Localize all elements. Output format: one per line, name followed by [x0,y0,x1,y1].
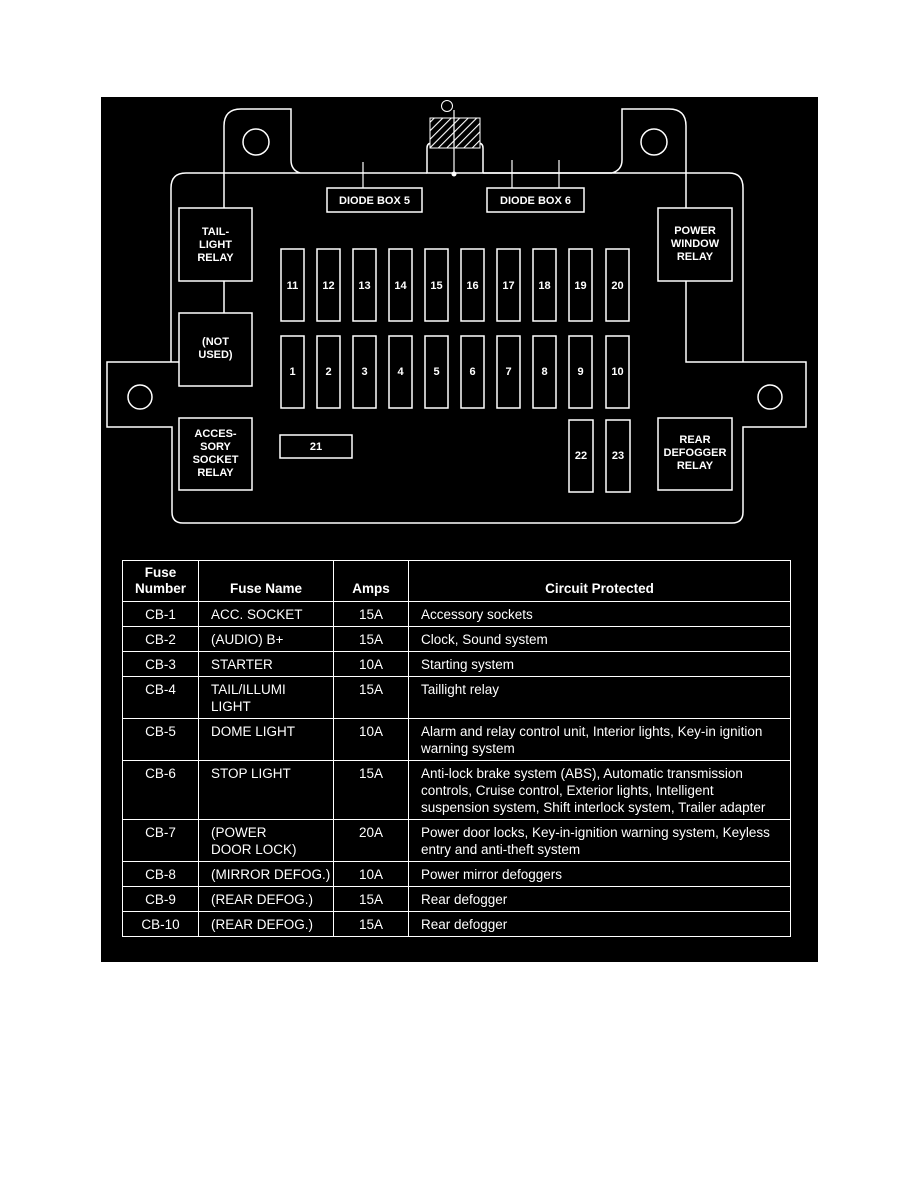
rear-defogger-relay-line-2: DEFOGGER [663,447,727,459]
fuse-22-label: 22 [574,450,588,462]
fuse-14-label: 14 [394,280,407,292]
power-window-relay [658,208,732,281]
fuse-20-label: 20 [611,280,624,292]
fuse-14 [389,249,412,321]
table-row [123,602,791,627]
fuse-12 [317,249,340,321]
diode-box-5-label: DIODE BOX 5 [339,195,410,207]
fuse-name-cell: (AUDIO) B+ [199,627,334,652]
fuse-15-label: 15 [430,280,443,292]
accessory-socket-relay-line-3: SOCKET [192,454,239,466]
amps-cell: 15A [334,602,409,627]
connector-pointer-dot [452,172,457,177]
fuse-4-label: 4 [397,366,404,378]
fuse-3 [353,336,376,408]
fuse-17-label: 17 [502,280,515,292]
fuse-16-label: 16 [466,280,479,292]
connector-plug [430,118,480,148]
header-circuit-protected: Circuit Protected [409,561,791,602]
amps-cell: 10A [334,719,409,761]
header-amps: Amps [334,561,409,602]
fuse-6 [461,336,484,408]
mounting-hole-top-right [641,129,667,155]
tail-light-relay [179,208,252,281]
header-fuse-number: Fuse Number [123,561,199,602]
accessory-socket-relay-line-4: RELAY [197,467,234,479]
amps-cell: 10A [334,862,409,887]
fuse-table [122,560,791,937]
diode-box-5 [327,188,422,212]
power-window-relay-line-3: RELAY [676,251,714,263]
fuse-4 [389,336,412,408]
fuse-5 [425,336,448,408]
table-row [123,719,791,761]
accessory-socket-relay [179,418,252,490]
table-row [123,862,791,887]
fuse-20 [606,249,629,321]
fuse-9-label: 9 [577,366,584,378]
table-row [123,677,791,719]
circuit-cell: Clock, Sound system [409,627,791,652]
circuit-cell: Taillight relay [409,677,791,719]
fuse-1-label: 1 [289,366,296,378]
not-used-relay [179,313,252,386]
table-row [123,887,791,912]
fuse-name-cell: TAIL/ILLUMI LIGHT [199,677,334,719]
fuse-row-bottom [281,336,629,408]
circuit-cell: Starting system [409,652,791,677]
fuse-8-label: 8 [541,366,548,378]
connector-label-icon [442,101,453,112]
table-header-row [123,561,791,602]
fuse-22 [569,420,593,492]
fuse-23-label: 23 [611,450,625,462]
circuit-cell: Rear defogger [409,887,791,912]
fuse-9 [569,336,592,408]
accessory-socket-relay-line-2: SORY [200,441,231,453]
fuse-15 [425,249,448,321]
fuse-18 [533,249,556,321]
fuse-12-label: 12 [322,280,335,292]
fuse-7-label: 7 [505,366,512,378]
fuse-2 [317,336,340,408]
fuse-number-cell: CB-6 [123,761,199,820]
mounting-hole-right [758,385,782,409]
fuse-number-cell: CB-2 [123,627,199,652]
fuse-8 [533,336,556,408]
amps-cell: 15A [334,761,409,820]
fuse-3-label: 3 [361,366,368,378]
fuse-21-label: 21 [309,441,323,453]
tail-light-relay-line-1: TAIL- [201,226,230,238]
mounting-hole-top-left [243,129,269,155]
fuse-number-cell: CB-4 [123,677,199,719]
amps-cell: 15A [334,677,409,719]
table-row [123,627,791,652]
table-row [123,761,791,820]
fuse-box-diagram [0,0,918,560]
diode-box-6 [487,188,584,212]
amps-cell: 10A [334,652,409,677]
fuse-name-cell: (REAR DEFOG.) [199,912,334,937]
fuse-number-cell: CB-10 [123,912,199,937]
amps-cell: 15A [334,912,409,937]
fuse-name-cell: ACC. SOCKET [199,602,334,627]
fuse-name-cell: (MIRROR DEFOG.) [199,862,334,887]
fuse-19-label: 19 [574,280,587,292]
power-window-relay-line-1: POWER [674,225,716,237]
tail-light-relay-line-3: RELAY [197,252,234,264]
fuse-name-cell: (REAR DEFOG.) [199,887,334,912]
not-used-relay-line-1: (NOT [202,336,229,348]
table-row [123,652,791,677]
fuse-row-top [281,249,629,321]
fuse-11 [281,249,304,321]
fuse-13 [353,249,376,321]
fuse-23 [606,420,630,492]
fuse-number-cell: CB-3 [123,652,199,677]
fuse-21 [280,435,352,458]
rear-defogger-relay [658,418,732,490]
fuse-19 [569,249,592,321]
circuit-cell: Accessory sockets [409,602,791,627]
fuse-number-cell: CB-1 [123,602,199,627]
fuse-17 [497,249,520,321]
fuse-number-cell: CB-9 [123,887,199,912]
fuse-name-cell: DOME LIGHT [199,719,334,761]
tail-light-relay-line-2: LIGHT [199,239,232,251]
table-row [123,912,791,937]
amps-cell: 15A [334,887,409,912]
fuse-10-label: 10 [611,366,624,378]
fuse-name-cell: STOP LIGHT [199,761,334,820]
mounting-hole-left [128,385,152,409]
fuse-number-cell: CB-8 [123,862,199,887]
fuse-11-label: 11 [286,280,299,292]
fuse-2-label: 2 [325,366,332,378]
power-window-relay-line-2: WINDOW [670,238,720,250]
fuse-name-cell: STARTER [199,652,334,677]
circuit-cell: Alarm and relay control unit, Interior lights, Key-in ignition warning system [409,719,791,761]
header-fuse-name: Fuse Name [199,561,334,602]
fuse-1 [281,336,304,408]
accessory-socket-relay-line-1: ACCES- [194,428,237,440]
fuse-18-label: 18 [538,280,551,292]
table-row [123,820,791,862]
amps-cell: 15A [334,627,409,652]
fuse-10 [606,336,629,408]
diode-box-6-label: DIODE BOX 6 [500,195,571,207]
amps-cell: 20A [334,820,409,862]
circuit-cell: Anti-lock brake system (ABS), Automatic transmission controls, Cruise control, Exterior lights, Intelligent suspension system, Shift interlock system, Trailer adapter [409,761,791,820]
not-used-relay-line-2: USED) [198,349,233,361]
fuse-5-label: 5 [433,366,440,378]
rear-defogger-relay-line-1: REAR [679,434,711,446]
fuse-number-cell: CB-5 [123,719,199,761]
circuit-cell: Power mirror defoggers [409,862,791,887]
fuse-number-cell: CB-7 [123,820,199,862]
fuse-13-label: 13 [358,280,371,292]
fuse-16 [461,249,484,321]
circuit-cell: Rear defogger [409,912,791,937]
fuse-6-label: 6 [469,366,476,378]
fuse-name-cell: (POWER DOOR LOCK) [199,820,334,862]
rear-defogger-relay-line-3: RELAY [676,460,714,472]
circuit-cell: Power door locks, Key-in-ignition warning system, Keyless entry and anti-theft system [409,820,791,862]
fuse-7 [497,336,520,408]
